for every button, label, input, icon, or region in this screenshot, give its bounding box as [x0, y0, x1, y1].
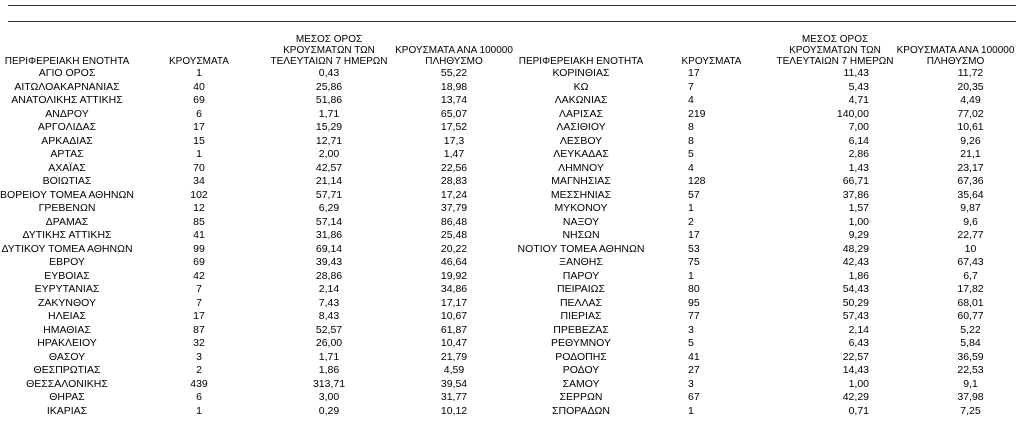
- left-avg-cell: 52,57: [315, 323, 343, 336]
- left-region-cell: ΒΟΙΩΤΙΑΣ: [42, 175, 92, 187]
- left-region-cell: ΖΑΚΥΝΘΟΥ: [37, 296, 96, 309]
- left-avg-cell: 69,14: [315, 242, 343, 255]
- right-region-cell: ΚΩ: [573, 80, 589, 93]
- left-cases-cell: 1: [196, 148, 202, 160]
- left-avg-cell: 57,71: [315, 188, 343, 201]
- left-region-cell: ΑΙΤΩΛΟΑΚΑΡΝΑΝΙΑΣ: [14, 80, 120, 93]
- left-per-100k-cell: 46,64: [440, 256, 468, 268]
- right-per-100k-cell: 35,64: [957, 188, 984, 201]
- left-cases-cell: 6: [196, 107, 202, 120]
- right-per-100k-cell: 22,53: [957, 364, 984, 376]
- right-region-cell: ΣΕΡΡΩΝ: [559, 391, 603, 403]
- left-cases-cell: 7: [196, 283, 202, 295]
- right-per-100k-cell: 9,1: [963, 377, 978, 390]
- right-region-cell: ΛΑΚΩΝΙΑΣ: [554, 94, 608, 106]
- right-cases-cell: 2: [688, 215, 694, 228]
- left-avg-cell: 28,86: [315, 269, 343, 282]
- left-cases-cell: 70: [193, 161, 205, 174]
- right-cases-cell: 1: [688, 404, 694, 417]
- left-region-cell: ΑΧΑΪΑΣ: [48, 161, 86, 174]
- table-row: [0, 310, 1016, 324]
- table-row: [0, 67, 1016, 81]
- left-per-100k-cell: 39,54: [440, 377, 468, 390]
- right-per-100k-cell: 77,02: [957, 107, 984, 120]
- right-cases-cell: 8: [688, 121, 694, 133]
- left-avg-cell: 1,71: [318, 107, 340, 120]
- right-region-cell: ΞΑΝΘΗΣ: [559, 256, 603, 268]
- header-avg-left-line3: ΤΕΛΕΥΤΑΙΩΝ 7 ΗΜΕΡΩΝ: [270, 56, 388, 67]
- table-row: [0, 324, 1016, 338]
- right-per-100k-cell: 22,77: [957, 229, 984, 241]
- left-per-100k-cell: 13,74: [440, 94, 468, 106]
- left-region-cell: ΗΜΑΘΙΑΣ: [43, 323, 91, 336]
- table-row: [0, 148, 1016, 162]
- right-avg-cell: 1,86: [848, 269, 869, 282]
- left-per-100k-cell: 86,48: [440, 215, 468, 228]
- left-avg-cell: 21,14: [315, 175, 343, 187]
- table-row: [0, 121, 1016, 135]
- top-rule: [8, 5, 1016, 6]
- left-per-100k-cell: 21,79: [440, 350, 468, 363]
- header-per-right-line2: ΠΛΗΘΥΣΜΟ: [926, 56, 985, 67]
- header-avg-right-line2: ΚΡΟΥΣΜΑΤΩΝ ΤΩΝ: [789, 45, 881, 56]
- right-avg-cell: 1,00: [848, 377, 869, 390]
- right-cases-cell: 41: [688, 350, 700, 363]
- left-per-100k-cell: 19,92: [440, 269, 468, 282]
- left-per-100k-cell: 31,77: [440, 391, 468, 403]
- left-region-cell: ΓΡΕΒΕΝΩΝ: [38, 202, 96, 214]
- right-per-100k-cell: 68,01: [957, 296, 984, 309]
- right-per-100k-cell: 6,7: [963, 269, 978, 282]
- left-cases-cell: 41: [193, 229, 205, 241]
- right-per-100k-cell: 9,6: [963, 215, 978, 228]
- right-avg-cell: 14,43: [842, 364, 869, 376]
- right-avg-cell: 2,86: [848, 148, 869, 160]
- right-region-cell: ΝΗΣΩΝ: [562, 229, 600, 241]
- right-avg-cell: 37,86: [842, 188, 869, 201]
- left-region-cell: ΑΓΙΟ ΟΡΟΣ: [38, 67, 96, 79]
- right-cases-cell: 17: [688, 67, 700, 79]
- table-row: [0, 256, 1016, 270]
- right-avg-cell: 42,29: [842, 391, 869, 403]
- right-region-cell: ΠΑΡΟΥ: [562, 269, 600, 282]
- left-region-cell: ΙΚΑΡΙΑΣ: [46, 404, 88, 417]
- table-row: [0, 351, 1016, 365]
- left-avg-cell: 15,29: [315, 121, 343, 133]
- left-per-100k-cell: 4,59: [443, 364, 465, 376]
- left-avg-cell: 51,86: [315, 94, 343, 106]
- left-cases-cell: 99: [193, 242, 205, 255]
- header-rule: [8, 21, 1016, 22]
- left-avg-cell: 57,14: [315, 215, 343, 228]
- right-region-cell: ΡΟΔΟΥ: [562, 364, 600, 376]
- left-cases-cell: 17: [193, 121, 205, 133]
- table-row: [0, 405, 1016, 419]
- right-avg-cell: 42,43: [842, 256, 869, 268]
- right-avg-cell: 57,43: [842, 310, 869, 322]
- header-avg-left: [264, 30, 394, 67]
- right-per-100k-cell: 60,77: [957, 310, 984, 322]
- left-per-100k-cell: 65,07: [440, 107, 468, 120]
- header-per-right-line1: ΚΡΟΥΣΜΑΤΑ ΑΝΑ 100000: [896, 45, 1015, 56]
- table-row: [0, 364, 1016, 378]
- left-per-100k-cell: 18,98: [440, 80, 468, 93]
- table-row: [0, 108, 1016, 122]
- left-avg-cell: 0,43: [318, 67, 340, 79]
- header-region-right: ΠΕΡΙΦΕΡΕΙΑΚΗ ΕΝΟΤΗΤΑ: [518, 56, 644, 67]
- right-cases-cell: 219: [688, 107, 706, 120]
- right-region-cell: ΝΟΤΙΟΥ ΤΟΜΕΑ ΑΘΗΝΩΝ: [517, 242, 645, 255]
- right-region-cell: ΣΑΜΟΥ: [562, 377, 600, 390]
- left-cases-cell: 87: [193, 323, 205, 336]
- right-avg-cell: 2,14: [848, 323, 869, 336]
- right-cases-cell: 80: [688, 283, 700, 295]
- right-avg-cell: 48,29: [842, 242, 869, 255]
- right-per-100k-cell: 11,72: [957, 67, 984, 79]
- left-per-100k-cell: 61,87: [440, 323, 468, 336]
- left-avg-cell: 31,86: [315, 229, 343, 241]
- right-region-cell: ΝΑΞΟΥ: [562, 215, 600, 228]
- left-avg-cell: 25,86: [315, 80, 343, 93]
- left-region-cell: ΔΡΑΜΑΣ: [45, 215, 89, 228]
- left-region-cell: ΘΕΣΠΡΩΤΙΑΣ: [33, 364, 101, 376]
- right-avg-cell: 1,43: [848, 161, 869, 174]
- right-per-100k-cell: 5,22: [960, 323, 981, 336]
- table-row: [0, 216, 1016, 230]
- left-region-cell: ΒΟΡΕΙΟΥ ΤΟΜΕΑ ΑΘΗΝΩΝ: [0, 188, 134, 201]
- table-row: [0, 94, 1016, 108]
- right-region-cell: ΠΕΙΡΑΙΩΣ: [557, 283, 605, 295]
- left-cases-cell: 1: [196, 67, 202, 79]
- left-cases-cell: 15: [193, 134, 205, 147]
- left-per-100k-cell: 55,22: [440, 67, 468, 79]
- right-per-100k-cell: 7,25: [960, 404, 981, 417]
- right-avg-cell: 6,14: [848, 134, 869, 147]
- right-avg-cell: 50,29: [842, 296, 869, 309]
- left-region-cell: ΕΥΒΟΙΑΣ: [44, 269, 90, 282]
- header-avg-right-line3: ΤΕΛΕΥΤΑΙΩΝ 7 ΗΜΕΡΩΝ: [776, 56, 894, 67]
- right-region-cell: ΠΕΛΛΑΣ: [559, 296, 603, 309]
- right-cases-cell: 128: [688, 175, 706, 187]
- left-region-cell: ΗΛΕΙΑΣ: [47, 310, 86, 322]
- left-per-100k-cell: 17,52: [440, 121, 468, 133]
- right-cases-cell: 1: [688, 269, 694, 282]
- right-per-100k-cell: 67,36: [957, 175, 984, 187]
- cases-table: [0, 30, 1016, 418]
- left-cases-cell: 1: [196, 404, 202, 417]
- right-cases-cell: 57: [688, 188, 700, 201]
- left-region-cell: ΑΝΔΡΟΥ: [45, 107, 89, 120]
- table-body: [0, 67, 1016, 418]
- left-cases-cell: 439: [190, 377, 208, 390]
- right-avg-cell: 7,00: [848, 121, 869, 133]
- right-per-100k-cell: 9,87: [960, 202, 981, 214]
- left-region-cell: ΔΥΤΙΚΗΣ ΑΤΤΙΚΗΣ: [22, 229, 112, 241]
- left-avg-cell: 8,43: [318, 310, 340, 322]
- left-cases-cell: 2: [196, 364, 202, 376]
- table-row: [0, 297, 1016, 311]
- header-per-left-line1: ΚΡΟΥΣΜΑΤΑ ΑΝΑ 100000: [395, 45, 513, 56]
- right-region-cell: ΜΕΣΣΗΝΙΑΣ: [550, 188, 612, 201]
- right-per-100k-cell: 23,17: [957, 161, 984, 174]
- table-row: [0, 229, 1016, 243]
- right-per-100k-cell: 20,35: [957, 80, 984, 93]
- left-cases-cell: 69: [193, 256, 205, 268]
- left-region-cell: ΕΥΡΥΤΑΝΙΑΣ: [34, 283, 100, 295]
- left-region-cell: ΘΑΣΟΥ: [48, 350, 86, 363]
- left-per-100k-cell: 1,47: [443, 148, 465, 160]
- right-cases-cell: 1: [688, 202, 694, 214]
- left-avg-cell: 12,71: [315, 134, 343, 147]
- right-avg-cell: 140,00: [836, 107, 869, 120]
- right-cases-cell: 77: [688, 310, 700, 322]
- left-cases-cell: 85: [193, 215, 205, 228]
- header-per-right: [895, 30, 1016, 67]
- right-region-cell: ΚΟΡΙΝΘΙΑΣ: [552, 67, 610, 79]
- table-row: [0, 337, 1016, 351]
- left-avg-cell: 7,43: [318, 296, 340, 309]
- table-row: [0, 378, 1016, 392]
- right-per-100k-cell: 17,82: [957, 283, 984, 295]
- left-per-100k-cell: 17,24: [440, 188, 468, 201]
- left-cases-cell: 12: [193, 202, 205, 214]
- left-avg-cell: 2,14: [318, 283, 340, 295]
- right-avg-cell: 5,43: [848, 80, 869, 93]
- left-region-cell: ΗΡΑΚΛΕΙΟΥ: [37, 337, 97, 349]
- right-avg-cell: 0,71: [848, 404, 869, 417]
- right-per-100k-cell: 10,61: [957, 121, 984, 133]
- left-per-100k-cell: 10,47: [440, 337, 468, 349]
- right-region-cell: ΜΑΓΝΗΣΙΑΣ: [551, 175, 611, 187]
- right-per-100k-cell: 36,59: [957, 350, 984, 363]
- right-cases-cell: 3: [688, 377, 694, 390]
- table-row: [0, 175, 1016, 189]
- left-region-cell: ΑΝΑΤΟΛΙΚΗΣ ΑΤΤΙΚΗΣ: [11, 94, 123, 106]
- left-region-cell: ΘΗΡΑΣ: [49, 391, 85, 403]
- left-cases-cell: 3: [196, 350, 202, 363]
- header-row: [0, 30, 1016, 67]
- left-cases-cell: 6: [196, 391, 202, 403]
- right-region-cell: ΡΟΔΟΠΗΣ: [555, 350, 607, 363]
- left-cases-cell: 17: [193, 310, 205, 322]
- right-avg-cell: 54,43: [842, 283, 869, 295]
- right-cases-cell: 75: [688, 256, 700, 268]
- left-per-100k-cell: 28,83: [440, 175, 468, 187]
- right-region-cell: ΜΥΚΟΝΟΥ: [554, 202, 608, 214]
- right-region-cell: ΣΠΟΡΑΔΩΝ: [552, 404, 610, 417]
- left-cases-cell: 42: [193, 269, 205, 282]
- right-region-cell: ΛΑΣΙΘΙΟΥ: [556, 121, 606, 133]
- table-row: [0, 81, 1016, 95]
- header-avg-left-line2: ΚΡΟΥΣΜΑΤΩΝ ΤΩΝ: [283, 45, 375, 56]
- right-avg-cell: 1,57: [848, 202, 869, 214]
- right-region-cell: ΠΡΕΒΕΖΑΣ: [553, 323, 609, 336]
- left-avg-cell: 0,29: [318, 404, 340, 417]
- right-avg-cell: 9,29: [848, 229, 869, 241]
- left-cases-cell: 7: [196, 296, 202, 309]
- table-row: [0, 162, 1016, 176]
- left-per-100k-cell: 22,56: [440, 161, 468, 174]
- right-per-100k-cell: 4,49: [960, 94, 981, 106]
- left-per-100k-cell: 37,79: [440, 202, 468, 214]
- header-avg-left-line1: ΜΕΣΟΣ ΟΡΟΣ: [295, 34, 363, 45]
- left-cases-cell: 102: [190, 188, 208, 201]
- right-cases-cell: 53: [688, 242, 700, 255]
- right-region-cell: ΛΕΥΚΑΔΑΣ: [553, 148, 609, 160]
- right-cases-cell: 67: [688, 391, 700, 403]
- left-region-cell: ΑΡΤΑΣ: [50, 148, 84, 160]
- left-cases-cell: 69: [193, 94, 205, 106]
- left-avg-cell: 42,57: [315, 161, 343, 174]
- right-cases-cell: 4: [688, 94, 694, 106]
- right-per-100k-cell: 37,98: [957, 391, 984, 403]
- left-per-100k-cell: 17,17: [440, 296, 468, 309]
- left-avg-cell: 26,00: [315, 337, 343, 349]
- left-region-cell: ΕΒΡΟΥ: [49, 256, 85, 268]
- right-region-cell: ΛΗΜΝΟΥ: [558, 161, 604, 174]
- right-cases-cell: 95: [688, 296, 700, 309]
- table-row: [0, 189, 1016, 203]
- right-per-100k-cell: 9,26: [960, 134, 981, 147]
- header-avg-right-line1: ΜΕΣΟΣ ΟΡΟΣ: [801, 34, 869, 45]
- left-cases-cell: 32: [193, 337, 205, 349]
- left-avg-cell: 1,86: [318, 364, 340, 376]
- right-cases-cell: 8: [688, 134, 694, 147]
- left-cases-cell: 40: [193, 80, 205, 93]
- left-avg-cell: 3,00: [318, 391, 340, 403]
- table-row: [0, 283, 1016, 297]
- left-per-100k-cell: 25,48: [440, 229, 468, 241]
- right-avg-cell: 66,71: [842, 175, 869, 187]
- right-avg-cell: 11,43: [843, 67, 869, 79]
- left-avg-cell: 313,71: [312, 377, 346, 390]
- header-per-left-line2: ΠΛΗΘΥΣΜΟ: [425, 56, 483, 67]
- right-cases-cell: 3: [688, 323, 694, 336]
- right-cases-cell: 5: [688, 337, 694, 349]
- table-row: [0, 270, 1016, 284]
- right-avg-cell: 1,00: [848, 215, 869, 228]
- right-avg-cell: 4,71: [848, 94, 869, 106]
- left-avg-cell: 39,43: [315, 256, 343, 268]
- right-per-100k-cell: 21,1: [960, 148, 981, 160]
- header-per-left: [394, 30, 514, 67]
- right-region-cell: ΛΕΣΒΟΥ: [559, 134, 603, 147]
- right-per-100k-cell: 10: [964, 242, 977, 255]
- table-row: [0, 135, 1016, 149]
- left-region-cell: ΘΕΣΣΑΛΟΝΙΚΗΣ: [26, 377, 108, 390]
- left-per-100k-cell: 17,3: [443, 134, 465, 147]
- right-avg-cell: 6,43: [848, 337, 869, 349]
- table-row: [0, 391, 1016, 405]
- left-per-100k-cell: 10,12: [440, 404, 468, 417]
- header-cases-left: ΚΡΟΥΣΜΑΤΑ: [169, 56, 229, 67]
- right-per-100k-cell: 67,43: [957, 256, 984, 268]
- right-region-cell: ΠΙΕΡΙΑΣ: [560, 310, 602, 322]
- right-cases-cell: 5: [688, 148, 694, 160]
- right-per-100k-cell: 5,84: [960, 337, 981, 349]
- right-region-cell: ΡΕΘΥΜΝΟΥ: [550, 337, 611, 349]
- right-cases-cell: 17: [688, 229, 700, 241]
- table-row: [0, 202, 1016, 216]
- left-per-100k-cell: 20,22: [440, 242, 468, 255]
- left-avg-cell: 2,00: [318, 148, 340, 160]
- header-cases-right: ΚΡΟΥΣΜΑΤΑ: [681, 56, 742, 67]
- right-cases-cell: 27: [688, 364, 700, 376]
- left-avg-cell: 1,71: [318, 350, 340, 363]
- left-avg-cell: 6,29: [318, 202, 340, 214]
- table-row: [0, 243, 1016, 257]
- left-region-cell: ΑΡΓΟΛΙΔΑΣ: [37, 121, 97, 133]
- header-region-left: ΠΕΡΙΦΕΡΕΙΑΚΗ ΕΝΟΤΗΤΑ: [4, 56, 130, 67]
- left-cases-cell: 34: [193, 175, 205, 187]
- left-region-cell: ΔΥΤΙΚΟΥ ΤΟΜΕΑ ΑΘΗΝΩΝ: [1, 242, 133, 255]
- right-cases-cell: 7: [688, 80, 694, 93]
- right-avg-cell: 22,57: [842, 350, 869, 363]
- left-per-100k-cell: 10,67: [440, 310, 468, 322]
- header-avg-right: [775, 30, 895, 67]
- right-region-cell: ΛΑΡΙΣΑΣ: [559, 107, 603, 120]
- right-cases-cell: 4: [688, 161, 694, 174]
- left-per-100k-cell: 34,86: [440, 283, 468, 295]
- left-region-cell: ΑΡΚΑΔΙΑΣ: [41, 134, 93, 147]
